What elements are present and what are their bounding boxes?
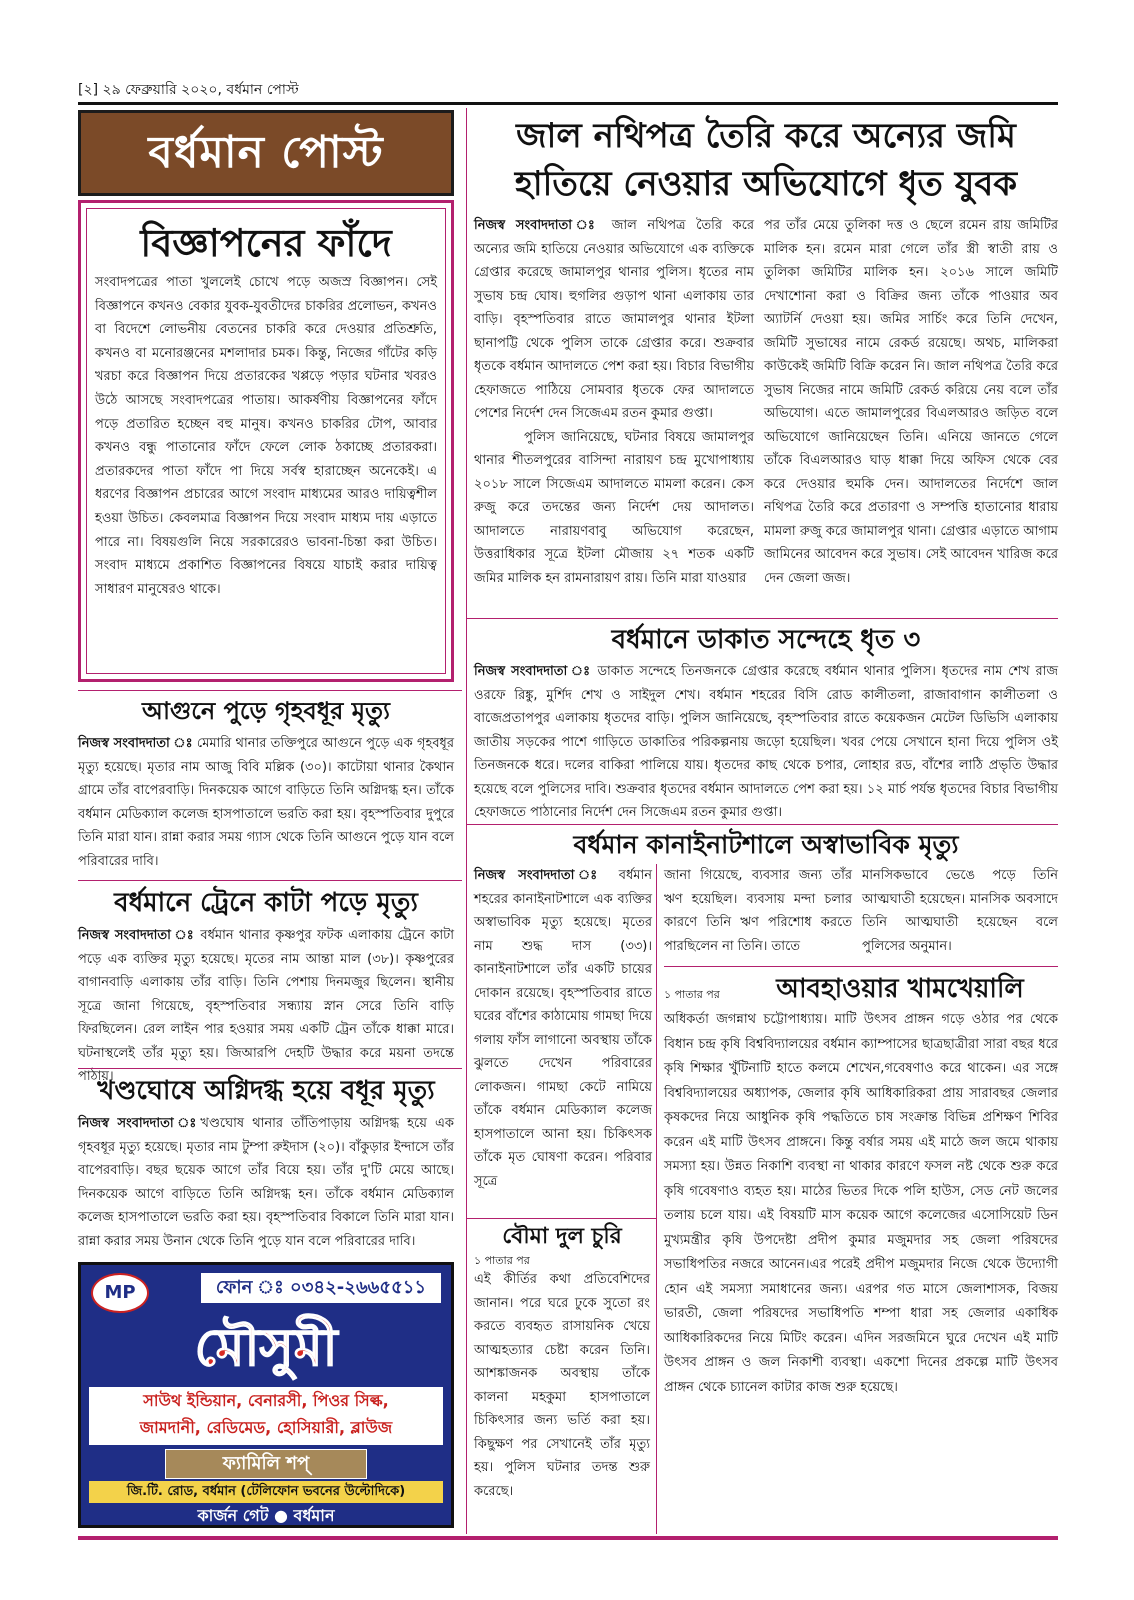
byline: নিজস্ব সংবাদদাতা ঃ [474, 218, 602, 233]
bouma-story-headline: বৌমা দুল চুরি [502, 1224, 622, 1249]
section-rule [466, 824, 1058, 825]
continued-label: ১ পাতার পর [664, 988, 720, 1001]
ad-goods [89, 1387, 443, 1445]
weather-story-headline: আবহাওয়ার খামখেয়ালি [776, 974, 1024, 1004]
headline-line: জাল নথিপত্র তৈরি করে অন্যের জমি [516, 116, 1016, 156]
weather-story-body: অধিকর্তা জগন্নাথ চট্টোপাধ্যায়। মাটি উৎসব প্রাঙ্গন গড়ে ওঠার পর থেকে বিধান চন্দ্র কৃষি বিশ্ববিদ্যালয়ের বর্ধমান ক্যাম্পাসের ছাত্রছাত্রীরা সারা বছর ধরে কৃষি শিক্ষার খুঁটিনাটি হাতে কলমে শেখেন,গবেষণাও করে থাকেন। এর সঙ্গে বিশ্ববিদ্যালয়ের অধ্যাপক, জেলার কৃষি আধিকারিকরা প্রায় সারাবছর জেলার কৃষকদের নিয়ে আধুনিক কৃষি পদ্ধতিতে চাষ সংক্রান্ত বিভিন্ন প্রশিক্ষণ শিবির করেন এই মাটি উৎসব প্রাঙ্গনে। কিন্তু বর্ষার সময় এই মাঠে জল জমে থাকায় সমস্যা হয়। উন্নত নিকাশি ব্যবস্থা না থাকার কারণে ফসল নষ্ট থেকে শুরু করে কৃষি গবেষণাও ব্যহত হয়। মাঠের ভিতর দিকে পলি হাউস, সেড নেট জলের তলায় চলে যায়। এই বিষয়টি মাস কয়েক আগে কলেজের এসোসিয়েট ডিন মুখ্যমন্ত্রীর কৃষি উপদেষ্টা প্রদীপ কুমার মজুমদার সহ জেলা পরিষদের সভাধিপতির নজরে আনেন।এর পরেই প্রদীপ মজুমদার নিজে থেকে উদ্যোগী হোন এই সমস্যা সমাধানের জন্য। এরপর গত মাসে জেলাশাসক, বিজয় ভারতী, জেলা পরিষদের সভাধিপতি শম্পা ধারা সহ জেলার একাধিক আধিকারিকদের নিয়ে মিটিং করেন। এদিন সরজমিনে ঘুরে দেখেন এই মাটি উৎসব প্রাঙ্গন ও জল নিকাশী ব্যবস্থা। একশো দিনের প্রকল্পে মাটি উৎসব প্রাঙ্গন থেকে চ্যানেল কাটার কাজ শুরু হয়েছে। [664, 1012, 1058, 1395]
byline: নিজস্ব সংবাদদাতা ঃ [474, 868, 606, 883]
kanainatshal-col1 [474, 864, 652, 1193]
page-header: [২] ২৯ ফেব্রুয়ারি ২০২০, বর্ধমান পোস্ট [78, 82, 299, 98]
ad-phone: ফোন ঃ ০৩৪২-২৬৬৫৫১১ [201, 1273, 441, 1303]
fire-story-body [78, 732, 454, 873]
byline: নিজস্ব সংবাদদাতা ঃ [78, 736, 193, 751]
byline: নিজস্ব সংবাদদাতা ঃ [474, 664, 592, 679]
advertisement-mousumi [78, 1262, 454, 1528]
editorial-title: বিজ্ঞাপনের ফাঁদে [140, 221, 392, 265]
lead-story-text: জাল নথিপত্র তৈরি করে অন্যের জমি হাতিয়ে নেওয়ার অভিযোগে এক ব্যক্তিকে গ্রেপ্তার করেছে জামালপুর থানার পুলিস। ধৃতের নাম সুভাষ চন্দ্র ঘোষ। হুগলির গুড়াপ থানা এলাকায় তার বাড়ি। বৃহস্পতিবার রাতে জামালপুর থানার ইটলা ছানাপট্টি থেকে পুলিস তাকে গ্রেপ্তার করে। শুক্রবার ধৃতকে বর্ধমান আদালতে পেশ করা হয়। বিচার বিভাগীয় হেফাজতে পাঠিয়ে সোমবার ধৃতকে ফের আদালতে পেশের নির্দেশ দেন সিজেএম রতন কুমার গুপ্তা। [474, 218, 754, 421]
continued-label: ১ পাতার পর [474, 1254, 530, 1267]
section-rule [664, 966, 1058, 967]
khandaghosh-story-text: খণ্ডঘোষ থানার তাঁতিপাড়ায় অগ্নিদগ্ধ হয়ে এক গৃহবধূর মৃত্যু হয়েছে। মৃতার নাম টুম্পা রুইদাস (২০)। বাঁকুড়ার ইন্দাসে তাঁর বাপেরবাড়ি। বছর ছয়েক আগে তাঁর বিয়ে হয়। তাঁর দু'টি মেয়ে আছে। দিনকয়েক আগে বাড়িতে তিনি অগ্নিদগ্ধ হন। তাঁকে বর্ধমান মেডিক্যাল কলেজ হাসপাতালে ভরতি করা হয়। বৃহস্পতিবার বিকালে তিনি মারা যান। রান্না করার সময় উনান থেকে তিনি পুড়ে যান বলে পরিবারের দাবি। [78, 1116, 454, 1249]
train-story-body [78, 924, 454, 1089]
header-rule [78, 102, 1058, 105]
byline: নিজস্ব সংবাদদাতা ঃ [78, 928, 195, 943]
lead-story-headline [474, 112, 1058, 208]
khandaghosh-story-headline: খণ্ডঘোষে অগ্নিদগ্ধ হয়ে বধূর মৃত্যু [97, 1076, 435, 1106]
lead-story-col2: পর তাঁর মেয়ে তুলিকা দত্ত ও ছেলে রমেন রায় জমিটির মালিক হন। রমেন মারা গেলে তাঁর স্ত্রী স্বাতী রায় ও তুলিকা জমিটির মালিক হন। ২০১৬ সালে জমিটি দেখাশোনা করা ও বিক্রির জন্য তাঁকে পাওয়ার অব অ্যাটর্নি দেওয়া হয়। জমির সার্চিং করে তিনি দেখেন, জমিটি সুভাষের নামে রেকর্ড রয়েছে। অথচ, মালিকরা কাউকেই জমিটি বিক্রি করেন নি। জাল নথিপত্র তৈরি করে সুভাষ নিজের নামে জমিটি রেকর্ড করিয়ে নেয় বলে তাঁর অভিযোগ। এতে জামালপুরের বিএলআরও জড়িত বলে অভিযোগে জানিয়েছেন তিনি। এনিয়ে জানতে গেলে তাঁকে বিএলআরও ঘাড় ধাক্কা দিয়ে অফিস থেকে বের করে দেওয়ার হুমকি দেন। আদালতের নির্দেশে জাল নথিপত্র তৈরি করে প্রতারণা ও সম্পত্তি হাতানোর ধারায় মামলা রুজু করে জামালপুর থানা। গ্রেপ্তার এড়াতে আগাম জামিনের আবেদন করে সুভাষ। সেই আবেদন খারিজ করে দেন জেলা জজ। [764, 218, 1058, 586]
fire-story-headline: আগুনে পুড়ে গৃহবধূর মৃত্যু [141, 697, 391, 725]
ad-family-shop: ফ্যামিলি শপ্‌ [165, 1449, 367, 1479]
train-story-headline: বর্ধমানে ট্রেনে কাটা পড়ে মৃত্যু [114, 888, 418, 918]
headline-line: হাতিয়ে নেওয়ার অভিযোগে ধৃত যুবক [514, 164, 1018, 204]
khandaghosh-story-body [78, 1112, 454, 1253]
ad-goods-line: জামদানী, রেডিমেড, হোসিয়ারী, ব্লাউজ [139, 1418, 393, 1437]
train-story-text: বর্ধমান থানার কৃষ্ণপুর ফটক এলাকায় ট্রেনে কাটা পড়ে এক ব্যক্তির মৃত্যু হয়েছে। মৃতের নাম আন্তা মাল (৩৮)। কৃষ্ণপুরের বাগানবাড়ি এলাকায় তাঁর বাড়ি। তিনি পেশায় দিনমজুর ছিলেন। স্থানীয় সূত্রে জানা গিয়েছে, বৃহস্পতিবার সন্ধ্যায় স্নান সেরে তিনি বাড়ি ফিরছিলেন। রেল লাইন পার হওয়ার সময় একটি ট্রেন তাঁকে ধাক্কা মারে। ঘটনাস্থলেই তাঁর মৃত্যু হয়। জিআরপি দেহটি উদ্ধার করে ময়না তদন্তে পাঠায়। [78, 928, 454, 1084]
ad-location: কার্জন গেট ● বর্ধমান [197, 1506, 335, 1525]
byline: নিজস্ব সংবাদদাতা ঃ [78, 1116, 201, 1131]
column-divider [656, 864, 657, 1534]
lead-story-para: পুলিস জানিয়েছে, ঘটনার বিষয়ে জামালপুর থানার শীতলপুরের বাসিন্দা নারায়ণ চন্দ্র মুখোপাধ্যায় ২০১৮ সালে সিজেএম আদালতে মামলা করেন। কেস রুজু করে তদন্তের জন্য নির্দেশ দেয় আদালত। আদালতে নারায়ণবাবু অভিযোগ করেছেন, উত্তরাধিকার সূত্রে ইটলা মৌজায় ২৭ শতক একটি জমির মালিক হন রামনারায়ণ রায়। তিনি মারা যাওয়ার [474, 429, 754, 586]
section-rule [466, 618, 1058, 619]
lead-story-col1 [474, 214, 754, 590]
dacoit-story-text: ডাকাত সন্দেহে তিনজনকে গ্রেপ্তার করেছে বর্ধমান থানার পুলিস। ধৃতদের নাম শেখ রাজ ওরফে রিঙ্কু, মুর্শিদ শেখ ও সাইদুল শেখ। বর্ধমান শহরের বিসি রোড কালীতলা, রাজাবাগান কালীতলা ও বাজেপ্রতাপপুর এলাকায় ধৃতদের বাড়ি। পুলিস জানিয়েছে, বৃহস্পতিবার রাতে কয়েকজন মেটেল ডিভিসি এলাকায় জাতীয় সড়কের পাশে গাড়িতে ডাকাতির পরিকল্পনায় জড়ো হয়েছিল। খবর পেয়ে সেখানে হানা দিয়ে পুলিস ওই তিনজনকে ধরে। দলের বাকিরা পালিয়ে যায়। ধৃতদের কাছ থেকে চপার, লোহার রড, বাঁশের লাঠি প্রভৃতি উদ্ধার হয়েছে বলে পুলিসের দাবি। শুক্রবার ধৃতদের বর্ধমান আদালতে পেশ করা হয়। ১২ মার্চ পর্যন্ত ধৃতদের বিচার বিভাগীয় হেফাজতে পাঠানোর নির্দেশ দেন সিজেএম রতন কুমার গুপ্তা। [474, 664, 1058, 820]
section-rule [78, 690, 462, 691]
section-rule [78, 880, 462, 881]
ad-goods-line: সাউথ ইন্ডিয়ান, বেনারসী, পিওর সিল্ক, [143, 1391, 389, 1410]
fire-story-text: মেমারি থানার তক্তিপুরে আগুনে পুড়ে এক গৃহবধূর মৃত্যু হয়েছে। মৃতার নাম আজু বিবি মল্লিক (৩০)। কাটোয়া থানার কৈথান গ্রামে তাঁর বাপেরবাড়ি। দিনকয়েক আগে বাড়িতে তিনি অগ্নিদগ্ধ হন। তাঁকে বর্ধমান মেডিক্যাল কলেজ হাসপাতালে ভরতি করা হয়। বৃহস্পতিবার দুপুরে তিনি মারা যান। রান্না করার সময় গ্যাস থেকে তিনি আগুনে পুড়ে যান বলে পরিবারের দাবি। [78, 736, 454, 869]
bouma-story-body: এই কীর্তির কথা প্রতিবেশিদের জানান। পরে ঘরে ঢুকে সুতো রং করতে ব্যবহৃত রাসায়নিক খেয়ে আত্মহত্যার চেষ্টা করেন তিনি। আশঙ্কাজনক অবস্থায় তাঁকে কালনা মহকুমা হাসপাতালে চিকিৎসার জন্য ভর্তি করা হয়। কিছুক্ষণ পর সেখানেই তাঁর মৃত্যু হয়। পুলিস ঘটনার তদন্ত শুরু করেছে। [474, 1272, 650, 1499]
ad-shop-name: মৌসুমী [194, 1318, 338, 1378]
column-divider [466, 108, 467, 1534]
editorial-body: সংবাদপত্রের পাতা খুললেই চোখে পড়ে অজস্র বিজ্ঞাপন। সেই বিজ্ঞাপনে কখনও বেকার যুবক-যুবতীদের চাকরির প্রলোভন, কখনও বা বিদেশে লোভনীয় বেতনের চাকরি করে দেওয়ার প্রতিশ্রুতি, কখনও বা মনোরঞ্জনের মশলাদার চমক। কিন্তু, নিজের গাঁটের কড়ি খরচা করে বিজ্ঞাপন দিয়ে প্রতারকের খপ্পড়ে পড়ার ঘটনার খবরও উঠে আসছে সংবাদপত্রের পাতায়। আকর্ষণীয় বিজ্ঞাপনের ফাঁদে পড়ে প্রতারিত হচ্ছেন বহু মানুষ। কখনও চাকরির টোপ, আবার কখনও বন্ধু পাতানোর ফাঁদে ফেলে লোক ঠকাচ্ছে প্রতারকরা। প্রতারকদের পাতা ফাঁদে পা দিয়ে সর্বস্ব হারাচ্ছেন অনেকেই। এ ধরণের বিজ্ঞাপন প্রচারের আগে সংবাদ মাধ্যমের আরও দায়িত্বশীল হওয়া উচিত। কেবলমাত্র বিজ্ঞাপন দিয়ে সংবাদ মাধ্যম দায় এড়াতে পারে না। বিষয়গুলি নিয়ে সরকারেরও ভাবনা-চিন্তা করা উচিত। সংবাদ মাধ্যমে প্রকাশিত বিজ্ঞাপনের বিষয়ে যাচাই করার দায়িত্ব সাধারণ মানুষেরও থাকে। [95, 275, 437, 597]
editorial-box [78, 200, 454, 682]
brand-logo: MP [91, 1273, 149, 1313]
footer-rule [78, 1536, 1058, 1540]
kanainatshal-col3: মানসিকভাবে ভেঙে পড়ে তিনি আত্মঘাতী হয়েছেন। মানসিক অবসাদে তিনি আত্মঘাতী হয়েছেন বলে পুলিসের অনুমান। [862, 868, 1058, 954]
kanainatshal-col2: জানা গিয়েছে, ব্যবসার জন্য তাঁর ঋণ হয়েছিল। ব্যবসায় মন্দা চলার কারণে তিনি ঋণ পরিশোধ করতে পারছিলেন না তিনি। তাতে [664, 868, 852, 954]
ad-address: জি.টি. রোড, বর্ধমান (টেলিফোন ভবনের উল্টোদিকে) [89, 1481, 443, 1503]
dacoit-story-body [474, 660, 1058, 825]
kanainatshal-headline: বর্ধমান কানাইনাটশালে অস্বাভাবিক মৃত্যু [573, 830, 959, 859]
dacoit-story-headline: বর্ধমানে ডাকাত সন্দেহে ধৃত ৩ [611, 625, 921, 655]
section-rule [466, 1218, 656, 1219]
kanainatshal-text: বর্ধমান শহরের কানাইনাটশালে এক ব্যক্তির অস্বাভাবিক মৃত্যু হয়েছে। মৃতের নাম শুদ্ধ দাস (৩৩)। কানাইনাটশালে তাঁর একটি চায়ের দোকান রয়েছে। বৃহস্পতিবার রাতে ঘরের বাঁশের কাঠামোয় গামছা দিয়ে গলায় ফাঁস লাগানো অবস্থায় তাঁকে ঝুলতে দেখেন পরিবারের লোকজন। গামছা কেটে নামিয়ে তাঁকে বর্ধমান মেডিক্যাল কলেজ হাসপাতালে আনা হয়। চিকিৎসক তাঁকে মৃত ঘোষণা করেন। পরিবার সূত্রে [474, 868, 652, 1189]
masthead: বর্ধমান পোস্ট [78, 110, 454, 196]
section-rule [78, 1068, 462, 1069]
